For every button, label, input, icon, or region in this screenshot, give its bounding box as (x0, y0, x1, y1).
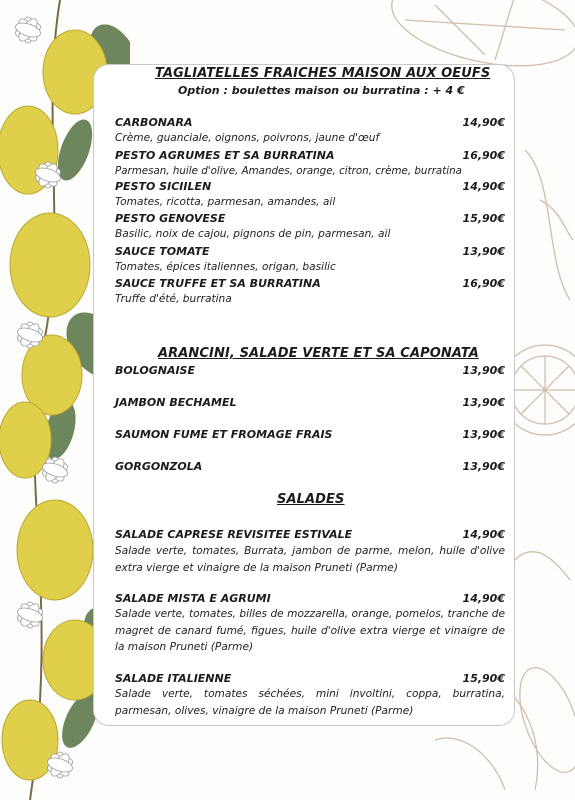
dish-name: SALADE MISTA E AGRUMI (115, 592, 271, 605)
menu-item-sauce-tomate (115, 245, 505, 259)
dish-description: Parmesan, huile d'olive, Amandes, orange, citron, crème, burratina (115, 165, 462, 177)
dish-description: Truffe d'été, burratina (115, 293, 232, 305)
arancini-section-title: ARANCINI, SALADE VERTE ET SA CAPONATA (158, 346, 479, 361)
dish-price: 13,90€ (462, 364, 505, 377)
menu-item-carbonara (115, 116, 505, 130)
menu-item-salade-mista (115, 592, 505, 606)
dish-price: 13,90€ (462, 396, 505, 409)
menu-item-bolognaise (115, 364, 505, 378)
dish-description: Tomates, ricotta, parmesan, amandes, ail (115, 196, 336, 208)
menu-item-gorgonzola (115, 460, 505, 474)
menu-item-sauce-truffe (115, 277, 505, 291)
dish-name: SALADE ITALIENNE (115, 672, 232, 685)
menu-item-saumon-fume (115, 428, 505, 442)
dish-description: Basilic, noix de cajou, pignons de pin, parmesan, ail (115, 228, 391, 240)
dish-description: Crème, guanciale, oignons, poivrons, jaune d'œuf (115, 132, 380, 144)
dish-price: 13,90€ (462, 245, 505, 258)
menu-item-salade-caprese (115, 528, 505, 542)
pasta-section-title: TAGLIATELLES FRAICHES MAISON AUX OEUFS (155, 66, 491, 81)
dish-price: 16,90€ (462, 277, 505, 290)
dish-name: SAUCE TRUFFE ET SA BURRATINA (115, 277, 321, 290)
dish-name: PESTO SICIILEN (115, 180, 212, 193)
menu-item-pesto-siciilen (115, 180, 505, 194)
pasta-option: Option : boulettes maison ou burratina : + 4 € (178, 84, 465, 97)
dish-price: 13,90€ (462, 428, 505, 441)
dish-description: Tomates, épices italiennes, origan, basilic (115, 261, 336, 273)
dish-name: PESTO GENOVESE (115, 212, 226, 225)
dish-price: 15,90€ (462, 212, 505, 225)
dish-price: 14,90€ (462, 528, 505, 541)
dish-description: Salade verte, tomates séchées, mini involtini, coppa, burratina, parmesan, olives, vinaigre de la maison Pruneti (Parme) (115, 688, 505, 717)
dish-description: Salade verte, tomates, Burrata, jambon de parme, melon, huile d'olive extra vierge et vinaigre de la maison Pruneti (Parme) (115, 545, 505, 574)
dish-price: 14,90€ (462, 592, 505, 605)
dish-name: SAUCE TOMATE (115, 245, 210, 258)
menu-item-salade-italienne (115, 672, 505, 686)
dish-name: GORGONZOLA (115, 460, 203, 473)
dish-name: PESTO AGRUMES ET SA BURRATINA (115, 149, 335, 162)
dish-name: BOLOGNAISE (115, 364, 195, 377)
dish-price: 14,90€ (462, 116, 505, 129)
dish-description: Salade verte, tomates, billes de mozzarella, orange, pomelos, tranche de magret de canard fumé, figues, huile d'olive extra vierge et vinaigre de la maison Pruneti (Parme) (115, 608, 505, 653)
dish-price: 14,90€ (462, 180, 505, 193)
dish-price: 13,90€ (462, 460, 505, 473)
dish-price: 15,90€ (462, 672, 505, 685)
menu-item-pesto-agrumes (115, 149, 505, 163)
dish-name: CARBONARA (115, 116, 193, 129)
salades-section-title: SALADES (277, 492, 345, 507)
dish-name: SAUMON FUME ET FROMAGE FRAIS (115, 428, 333, 441)
dish-name: SALADE CAPRESE REVISITEE ESTIVALE (115, 528, 353, 541)
menu-item-pesto-genovese (115, 212, 505, 226)
menu-item-jambon-bechamel (115, 396, 505, 410)
dish-price: 16,90€ (462, 149, 505, 162)
dish-name: JAMBON BECHAMEL (115, 396, 237, 409)
